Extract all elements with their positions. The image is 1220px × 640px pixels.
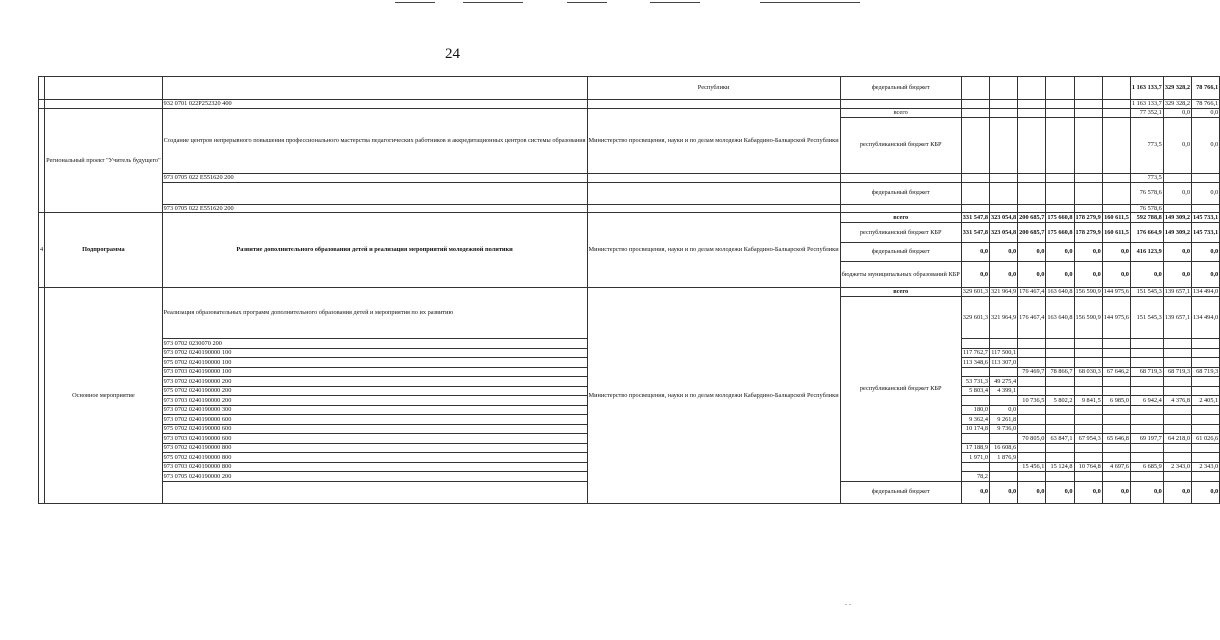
value-cell: 10 174,8 (961, 424, 989, 434)
value-cell (1018, 415, 1046, 425)
value-cell: 144 975,6 (1102, 297, 1130, 339)
value-cell: 0,0 (961, 243, 989, 262)
value-cell: 149 309,2 (1163, 223, 1191, 243)
value-cell (1074, 453, 1102, 463)
value-cell: 64 218,0 (1163, 434, 1191, 444)
value-cell: 78,2 (961, 472, 989, 482)
value-cell (1046, 358, 1074, 368)
value-cell: 4 399,1 (989, 386, 1017, 396)
value-cell: 6 985,0 (1102, 396, 1130, 406)
value-cell: 70 805,0 (1018, 434, 1046, 444)
value-cell (1046, 386, 1074, 396)
value-cell: 68 719,3 (1130, 367, 1163, 377)
value-cell: 0,0 (1192, 117, 1220, 173)
budget-code: 975 0702 0240190000 200 (162, 386, 587, 396)
value-cell (1163, 443, 1191, 453)
header-stroke (567, 2, 607, 3)
value-cell: 0,0 (1163, 481, 1191, 503)
value-cell: 180,0 (961, 405, 989, 415)
value-cell: 2 343,0 (1192, 462, 1220, 472)
value-cell (1074, 424, 1102, 434)
source-cell: федеральный бюджет (840, 182, 961, 204)
value-cell: 0,0 (1163, 243, 1191, 262)
event-name: Реализация образовательных программ дополнительного образования детей и мероприятия по их развитию (162, 288, 587, 339)
value-cell: 139 657,1 (1164, 288, 1191, 296)
value-cell: 0,0 (1192, 262, 1220, 288)
page-number: 24 (445, 46, 460, 62)
responsible-cell: Министерство просвещения, науки и по делам молодежи Кабардино-Балкарской Республики (587, 213, 840, 288)
value-cell: 145 733,1 (1192, 223, 1220, 243)
value-cell: 10 764,8 (1074, 462, 1102, 472)
value-cell (1192, 424, 1220, 434)
value-cell: 175 660,8 (1046, 223, 1074, 243)
value-cell (1192, 472, 1220, 482)
value-cell: 134 494,0 (1192, 297, 1220, 339)
budget-code: 973 0702 0240190000 200 (162, 377, 587, 387)
value-cell (1074, 472, 1102, 482)
source-cell: федеральный бюджет (840, 243, 961, 262)
value-cell: 176 467,4 (1018, 297, 1046, 339)
value-cell: 63 847,1 (1046, 434, 1074, 444)
value-cell: 0,0 (1130, 481, 1163, 503)
budget-code: 973 0702 0240190000 800 (162, 443, 587, 453)
value-cell: 1 971,0 (961, 453, 989, 463)
value-cell: 78 766,1 (1192, 100, 1220, 109)
value-cell (1192, 339, 1220, 349)
budget-code: 973 0705 022 E551620 200 (162, 173, 587, 182)
value-cell: 200 685,7 (1018, 223, 1046, 243)
value-cell: 178 279,9 (1075, 213, 1101, 221)
value-cell: 76 578,6 (1130, 204, 1163, 213)
value-cell: 9 362,4 (961, 415, 989, 425)
value-cell (1074, 405, 1102, 415)
table-row (39, 213, 1220, 223)
value-cell: 67 954,3 (1074, 434, 1102, 444)
budget-code: 973 0703 0240190000 200 (162, 396, 587, 406)
value-cell (1018, 339, 1046, 349)
value-cell (1046, 443, 1074, 453)
value-cell (1018, 424, 1046, 434)
value-cell: 17 188,9 (961, 443, 989, 453)
value-cell: 176 467,4 (1019, 288, 1045, 296)
value-cell: 329 328,2 (1164, 100, 1191, 107)
value-cell: 0,0 (1018, 262, 1046, 288)
value-cell: 0,0 (1192, 481, 1220, 503)
value-cell: 0,0 (1046, 481, 1074, 503)
value-cell (989, 367, 1017, 377)
budget-table (38, 76, 1220, 504)
section-label: Основное мероприятие (45, 288, 163, 504)
value-cell: 0,0 (1074, 481, 1102, 503)
value-cell (989, 434, 1017, 444)
value-cell (1192, 453, 1220, 463)
value-cell (1018, 386, 1046, 396)
value-cell (1018, 405, 1046, 415)
budget-code: 973 0705 0240190000 200 (162, 472, 587, 482)
value-cell (989, 462, 1017, 472)
value-cell (1163, 339, 1191, 349)
value-cell (961, 396, 989, 406)
value-cell (1102, 339, 1130, 349)
value-cell: 0,0 (1102, 481, 1130, 503)
value-cell (1018, 377, 1046, 387)
value-cell (1130, 358, 1163, 368)
value-cell (1163, 405, 1191, 415)
table-cell (162, 481, 587, 503)
source-cell: федеральный бюджет (840, 77, 961, 100)
value-cell: 69 197,7 (1130, 434, 1163, 444)
source-cell: республиканский бюджет КБР (840, 297, 961, 482)
value-cell: 15 124,8 (1046, 462, 1074, 472)
budget-code: 975 0702 0240190000 600 (162, 424, 587, 434)
value-cell (1074, 339, 1102, 349)
value-cell: 1 163 133,7 (1131, 100, 1162, 107)
source-cell: бюджеты муниципальных образований КБР (840, 262, 961, 288)
value-cell: 9 261,8 (989, 415, 1017, 425)
table-row (39, 182, 1220, 204)
value-cell: 9 841,5 (1074, 396, 1102, 406)
value-cell (961, 462, 989, 472)
value-cell (1192, 348, 1220, 358)
value-cell: 79 469,7 (1018, 367, 1046, 377)
value-cell (1192, 386, 1220, 396)
value-cell: 65 646,8 (1102, 434, 1130, 444)
value-cell: 200 685,7 (1019, 213, 1045, 221)
value-cell (1163, 348, 1191, 358)
value-cell: 416 123,9 (1130, 243, 1163, 262)
value-cell (1130, 424, 1163, 434)
value-cell (1018, 453, 1046, 463)
value-cell: 76 578,6 (1130, 182, 1163, 204)
budget-code: 973 0703 0240190000 800 (162, 462, 587, 472)
value-cell: 0,0 (1018, 481, 1046, 503)
value-cell (989, 339, 1017, 349)
value-cell: 0,0 (1102, 243, 1130, 262)
value-cell (1192, 405, 1220, 415)
value-cell: 0,0 (961, 481, 989, 503)
budget-code: 973 0705 022 E551620 200 (162, 204, 587, 213)
value-cell (989, 472, 1017, 482)
value-cell: 0,0 (1192, 108, 1220, 117)
table-row (39, 100, 1220, 109)
value-cell (1102, 348, 1130, 358)
value-cell (1046, 348, 1074, 358)
source-cell: республиканский бюджет КБР (840, 117, 961, 173)
main-event-block (39, 288, 1220, 504)
value-cell (1074, 386, 1102, 396)
value-cell: 0,0 (989, 243, 1017, 262)
value-cell (1046, 405, 1074, 415)
value-cell (1074, 377, 1102, 387)
value-cell: 0,0 (1074, 243, 1102, 262)
value-cell: 1 163 133,7 (1130, 77, 1163, 100)
value-cell (1163, 415, 1191, 425)
value-cell: 2 343,0 (1163, 462, 1191, 472)
value-cell (1018, 472, 1046, 482)
value-cell (1130, 453, 1163, 463)
footer-mark: . . (845, 598, 851, 607)
budget-code: 973 0703 0240190000 600 (162, 434, 587, 444)
source-cell: всего (840, 108, 961, 117)
value-cell (1046, 453, 1074, 463)
value-cell: 0,0 (1046, 243, 1074, 262)
value-cell (1046, 377, 1074, 387)
table-row (39, 173, 1220, 182)
value-cell (1130, 415, 1163, 425)
responsible-cell: Министерство просвещения, науки и по делам молодежи Кабардино-Балкарской Республики (587, 288, 840, 504)
value-cell: 0,0 (1163, 108, 1191, 117)
value-cell: 139 657,1 (1163, 297, 1191, 339)
value-cell: 53 731,3 (961, 377, 989, 387)
value-cell: 4 697,6 (1102, 462, 1130, 472)
value-cell: 0,0 (961, 262, 989, 288)
value-cell (1163, 424, 1191, 434)
value-cell (1102, 453, 1130, 463)
value-cell: 160 611,5 (1102, 223, 1130, 243)
value-cell: 144 975,6 (1103, 288, 1129, 296)
value-cell: 0,0 (1046, 262, 1074, 288)
row-number: 4 (39, 213, 45, 288)
value-cell: 176 664,9 (1130, 223, 1163, 243)
value-cell: 10 736,5 (1018, 396, 1046, 406)
value-cell: 592 788,8 (1130, 213, 1163, 223)
value-cell: 331 547,8 (962, 213, 988, 221)
value-cell: 0,0 (1074, 262, 1102, 288)
value-cell: 160 611,5 (1104, 213, 1129, 221)
value-cell: 321 964,9 (989, 297, 1017, 339)
value-cell: 61 026,6 (1192, 434, 1220, 444)
value-cell: 6 942,4 (1130, 396, 1163, 406)
value-cell: 0,0 (1163, 117, 1191, 173)
value-cell: 117 500,1 (991, 349, 1017, 357)
value-cell (1163, 453, 1191, 463)
value-cell (1046, 415, 1074, 425)
value-cell: 145 733,1 (1193, 213, 1219, 221)
value-cell (1046, 339, 1074, 349)
value-cell (989, 396, 1017, 406)
value-cell: 149 309,2 (1164, 213, 1191, 221)
value-cell (1163, 377, 1191, 387)
budget-code: 973 0702 0240190000 100 (162, 348, 587, 358)
value-cell: 68 719,3 (1163, 367, 1191, 377)
value-cell: 134 494,0 (1193, 288, 1219, 296)
value-cell (1018, 443, 1046, 453)
value-cell: 329 601,3 (962, 288, 988, 296)
value-cell (1018, 358, 1046, 368)
header-stroke (650, 2, 700, 3)
value-cell (961, 367, 989, 377)
budget-code: 973 0702 0240190000 300 (162, 405, 587, 415)
value-cell: 0,0 (989, 262, 1017, 288)
value-cell: 0,0 (1130, 262, 1163, 288)
value-cell: 0,0 (1192, 182, 1220, 204)
value-cell (1163, 472, 1191, 482)
value-cell: 329 328,2 (1163, 77, 1191, 100)
table-row (39, 204, 1220, 213)
value-cell: 0,0 (989, 405, 1017, 415)
subprogram-name: Развитие дополнительного образования детей и реализация мероприятий молодежной политики (162, 213, 587, 288)
value-cell (1130, 386, 1163, 396)
value-cell: 16 608,6 (989, 443, 1017, 453)
value-cell (1102, 358, 1130, 368)
value-cell: 77 352,1 (1130, 108, 1163, 117)
section-label: Региональный проект "Учитель будущего" (45, 108, 163, 213)
value-cell: 0,0 (1018, 243, 1046, 262)
budget-code: 975 0702 0240190000 800 (162, 453, 587, 463)
value-cell (1102, 472, 1130, 482)
value-cell (1192, 443, 1220, 453)
value-cell: 156 590,9 (1074, 297, 1102, 339)
value-cell: 113 307,0 (991, 358, 1017, 366)
value-cell (1130, 339, 1163, 349)
value-cell: 5 803,4 (961, 386, 989, 396)
value-cell: 15 456,1 (1018, 462, 1046, 472)
value-cell: 4 376,8 (1163, 396, 1191, 406)
value-cell (1102, 377, 1130, 387)
value-cell (1130, 472, 1163, 482)
value-cell: 163 640,8 (1047, 288, 1073, 296)
subprogram-block (39, 213, 1220, 288)
value-cell (1046, 424, 1074, 434)
value-cell (1192, 377, 1220, 387)
source-cell: всего (840, 288, 961, 297)
section-label: Подпрограмма (45, 213, 163, 288)
value-cell (1046, 472, 1074, 482)
value-cell: 178 279,9 (1074, 223, 1102, 243)
value-cell (1074, 358, 1102, 368)
responsible-cell: Республики (587, 77, 840, 100)
value-cell: 113 348,6 (963, 358, 988, 366)
value-cell: 6 685,9 (1130, 462, 1163, 472)
value-cell (1018, 348, 1046, 358)
value-cell (961, 434, 989, 444)
value-cell: 1 876,9 (989, 453, 1017, 463)
value-cell: 323 054,8 (989, 223, 1017, 243)
responsible-cell: Министерство просвещения, науки и по делам молодежи Кабардино-Балкарской Республики (587, 108, 840, 173)
value-cell (1102, 415, 1130, 425)
value-cell (1130, 443, 1163, 453)
value-cell: 0,0 (1102, 262, 1130, 288)
value-cell: 331 547,8 (961, 223, 989, 243)
budget-code: 975 0702 0240190000 100 (162, 358, 587, 368)
value-cell: 0,0 (989, 481, 1017, 503)
value-cell: 323 054,8 (990, 213, 1017, 221)
value-cell: 78 766,1 (1192, 77, 1220, 100)
source-cell: всего (840, 213, 961, 223)
value-cell (1130, 377, 1163, 387)
value-cell: 49 275,4 (989, 377, 1017, 387)
table-row (39, 77, 1220, 100)
value-cell (1102, 443, 1130, 453)
value-cell (1074, 348, 1102, 358)
value-cell (1074, 415, 1102, 425)
value-cell (1102, 386, 1130, 396)
value-cell (1102, 424, 1130, 434)
value-cell: 151 545,3 (1130, 297, 1163, 339)
value-cell: 329 601,3 (961, 297, 989, 339)
value-cell: 0,0 (1163, 262, 1191, 288)
value-cell (1192, 415, 1220, 425)
value-cell (1192, 358, 1220, 368)
value-cell: 175 660,8 (1047, 213, 1073, 221)
value-cell: 68 030,3 (1074, 367, 1102, 377)
value-cell: 2 405,1 (1192, 396, 1220, 406)
budget-code: 973 0702 0230070 200 (162, 339, 587, 349)
value-cell (1130, 405, 1163, 415)
value-cell: 773,5 (1130, 117, 1163, 173)
header-stroke (760, 2, 860, 3)
value-cell (1074, 443, 1102, 453)
value-cell: 773,5 (1130, 173, 1163, 182)
value-cell: 0,0 (1192, 243, 1220, 262)
value-cell (1102, 405, 1130, 415)
value-cell: 156 590,9 (1075, 288, 1101, 296)
value-cell (1163, 358, 1191, 368)
value-cell (961, 339, 989, 349)
budget-code: 973 0702 0240190000 600 (162, 415, 587, 425)
value-cell: 117 762,7 (963, 349, 988, 357)
source-cell: республиканский бюджет КБР (840, 223, 961, 243)
value-cell: 163 640,8 (1046, 297, 1074, 339)
value-cell: 9 736,0 (989, 424, 1017, 434)
value-cell (1163, 386, 1191, 396)
value-cell: 0,0 (1163, 182, 1191, 204)
event-name: Создание центров непрерывного повышения профессионального мастерства педагогических работников и аккредитационных центров системы образования (162, 108, 587, 173)
value-cell: 321 964,9 (990, 288, 1017, 296)
value-cell (1130, 348, 1163, 358)
budget-code: 932 0701 022P252320 400 (162, 100, 587, 109)
table-row (39, 288, 1220, 297)
value-cell: 5 802,2 (1046, 396, 1074, 406)
value-cell: 151 545,3 (1130, 288, 1163, 297)
budget-code: 973 0703 0240190000 100 (162, 367, 587, 377)
header-stroke (463, 2, 523, 3)
value-cell: 67 646,2 (1102, 367, 1130, 377)
header-stroke (395, 2, 435, 3)
value-cell: 78 866,7 (1046, 367, 1074, 377)
table-row (39, 108, 1220, 117)
source-cell: федеральный бюджет (840, 481, 961, 503)
value-cell: 68 719,3 (1192, 367, 1220, 377)
